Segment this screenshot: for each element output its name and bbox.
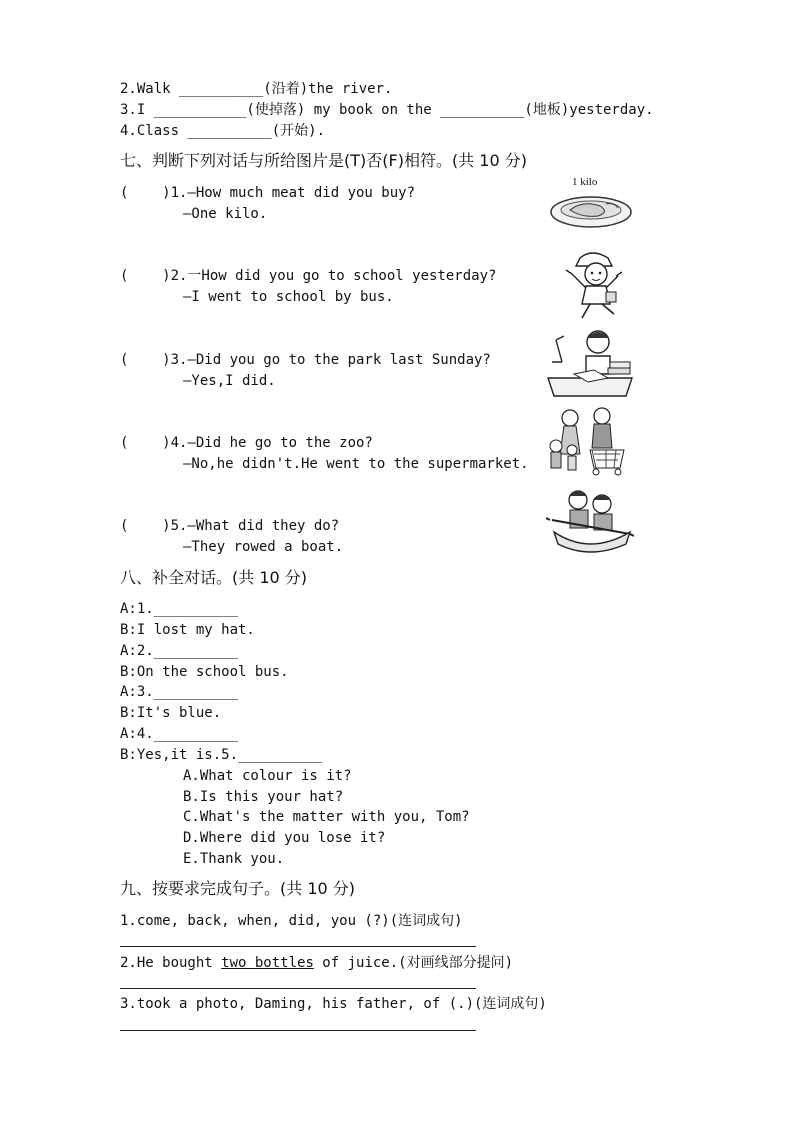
boy-at-desk-picture bbox=[546, 326, 634, 400]
s7-item4-question: ( )4.—Did he go to the zoo? bbox=[120, 435, 373, 451]
family-supermarket-picture bbox=[546, 406, 634, 480]
section7-heading: 七、判断下列对话与所给图片是(T)否(F)相符。(共 10 分) bbox=[120, 151, 527, 170]
option-d: D.Where did you lose it? bbox=[183, 830, 386, 846]
rowing-boat-picture bbox=[546, 486, 634, 558]
s7-item2-question: ( )2.一How did you go to school yesterday? bbox=[120, 268, 497, 284]
s7-item1-answer: —One kilo. bbox=[183, 206, 268, 222]
s9-q2: 2.He bought two bottles of juice.(对画线部分提问) bbox=[120, 955, 514, 971]
pic1-label: 1 kilo bbox=[572, 176, 598, 188]
dialog-line-2: B:I lost my hat. bbox=[120, 622, 255, 638]
option-c: C.What's the matter with you, Tom? bbox=[183, 809, 470, 825]
s9-q3: 3.took a photo, Daming, his father, of (.)(连词成句) bbox=[120, 996, 547, 1012]
meat-plate-picture bbox=[548, 190, 634, 232]
dialog-line-7: A:4.__________ bbox=[120, 726, 239, 742]
s7-item5-answer: —They rowed a boat. bbox=[183, 539, 344, 555]
dialog-line-5: A:3.__________ bbox=[120, 684, 239, 700]
s7-item2-answer: —I went to school by bus. bbox=[183, 289, 394, 305]
s7-item1-question: ( )1.—How much meat did you buy? bbox=[120, 185, 416, 201]
dialog-line-4: B:On the school bus. bbox=[120, 664, 289, 680]
answer-line-2 bbox=[120, 988, 476, 989]
s7-item4-answer: —No,he didn't.He went to the supermarket. bbox=[183, 456, 529, 472]
option-e: E.Thank you. bbox=[183, 851, 285, 867]
dialog-line-6: B:It's blue. bbox=[120, 705, 222, 721]
dialog-line-1: A:1.__________ bbox=[120, 601, 239, 617]
dialog-line-8: B:Yes,it is.5.__________ bbox=[120, 747, 323, 763]
boy-walking-picture bbox=[556, 248, 634, 322]
answer-line-3 bbox=[120, 1030, 476, 1031]
option-a: A.What colour is it? bbox=[183, 768, 352, 784]
fill-in-q2: 2.Walk __________(沿着)the river. bbox=[120, 81, 393, 97]
dialog-line-3: A:2.__________ bbox=[120, 643, 239, 659]
answer-line-1 bbox=[120, 946, 476, 947]
option-b: B.Is this your hat? bbox=[183, 789, 344, 805]
underlined-phrase: two bottles bbox=[221, 955, 314, 971]
s7-item3-question: ( )3.—Did you go to the park last Sunday? bbox=[120, 352, 491, 368]
fill-in-q4: 4.Class __________(开始). bbox=[120, 123, 326, 139]
section8-heading: 八、补全对话。(共 10 分) bbox=[120, 568, 308, 587]
s9-q1: 1.come, back, when, did, you (?)(连词成句) bbox=[120, 913, 463, 929]
fill-in-q3: 3.I ___________(使掉落) my book on the __________(地板)yesterday. bbox=[120, 102, 654, 118]
s7-item5-question: ( )5.—What did they do? bbox=[120, 518, 340, 534]
section9-heading: 九、按要求完成句子。(共 10 分) bbox=[120, 879, 356, 898]
s7-item3-answer: —Yes,I did. bbox=[183, 373, 276, 389]
